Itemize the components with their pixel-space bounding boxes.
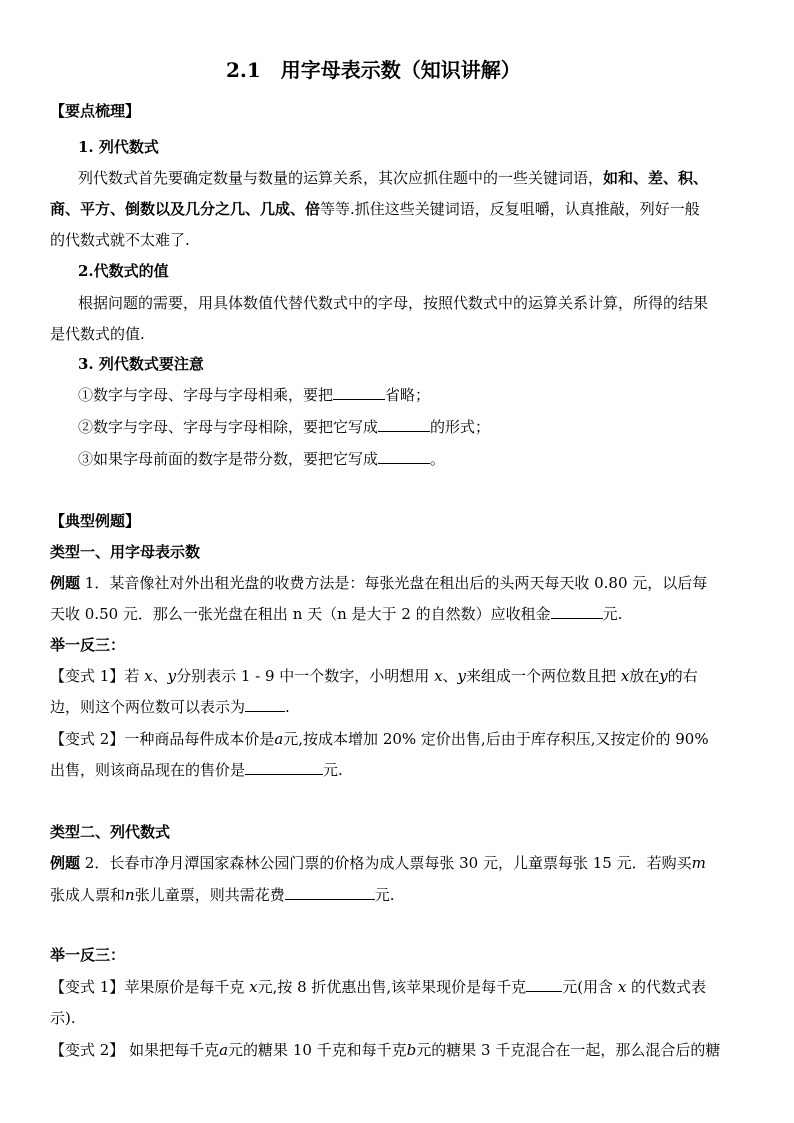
variant-1b-line-1: 【变式 1】苹果原价是每千克 x元,按 8 折优惠出售,该苹果现价是每千克 元(用含 x 的代数式表: [50, 978, 707, 996]
section-1-line-2: 商、平方、倒数以及几分之几、几成、倍等等.抓住这些关键词语，反复咀嚼，认真推敲，列好一般: [50, 200, 700, 218]
note-1: ①数字与字母、字母与字母相乘，要把 省略；: [78, 386, 431, 404]
fill-blank[interactable]: [245, 697, 285, 712]
fill-blank[interactable]: [526, 977, 562, 992]
practice-heading-2: 举一反三：: [50, 946, 126, 964]
variant-2-line-1: 【变式 2】一种商品每件成本价是a元,按成本增加 20% 定价出售,后由于库存积压,又按定价的 90%: [50, 730, 709, 748]
examples-heading: 【典型例题】: [50, 512, 141, 530]
variant-1b-line-2: 示).: [50, 1009, 76, 1027]
section-2-line-1: 根据问题的需要，用具体数值代替代数式中的字母，按照代数式中的运算关系计算，所得的结果: [78, 294, 709, 312]
type-1-heading: 类型一、用字母表示数: [50, 543, 201, 561]
section-2-title: 2.代数式的值: [78, 262, 169, 280]
note-3: ③如果字母前面的数字是带分数，要把它写成 。: [78, 450, 446, 468]
fill-blank[interactable]: [378, 449, 430, 464]
fill-blank[interactable]: [245, 760, 323, 775]
fill-blank[interactable]: [285, 885, 375, 900]
fill-blank[interactable]: [551, 604, 603, 619]
section-3-title: 3. 列代数式要注意: [78, 355, 204, 373]
variant-2b-line-1: 【变式 2】 如果把每千克a元的糖果 10 千克和每千克b元的糖果 3 千克混合在一起，那么混合后的糖: [50, 1041, 721, 1059]
variant-1-line-1: 【变式 1】若 x、y分别表示 1 - 9 中一个数字，小明想用 x、y来组成一个两位数且把 x放在y的右: [50, 667, 698, 685]
example-1-line-2: 天收 0.50 元．那么一张光盘在租出 n 天（n 是大于 2 的自然数）应收租金 元.: [50, 605, 623, 623]
variant-2-line-2: 出售，则该商品现在的售价是 元.: [50, 761, 343, 779]
variant-1-line-2: 边，则这个两位数可以表示为 .: [50, 698, 290, 716]
example-1-line-1: 例题 1．某音像社对外出租光盘的收费方法是：每张光盘在租出后的头两天每天收 0.80 元，以后每: [50, 574, 708, 592]
fill-blank[interactable]: [333, 385, 385, 400]
example-2-line-1: 例题 2．长春市净月潭国家森林公园门票的价格为成人票每张 30 元，儿童票每张 15 元．若购买m: [50, 854, 706, 872]
page-title: 2.1 用字母表示数（知识讲解）: [226, 58, 521, 82]
section-1-title: 1. 列代数式: [78, 138, 159, 156]
section-1-line-1: 列代数式首先要确定数量与数量的运算关系，其次应抓住题中的一些关键词语，如和、差、积、: [78, 169, 709, 187]
fill-blank[interactable]: [378, 417, 430, 432]
practice-heading: 举一反三：: [50, 636, 126, 654]
key-points-heading: 【要点梳理】: [50, 102, 141, 120]
example-2-line-2: 张成人票和n张儿童票，则共需花费 元.: [50, 886, 395, 904]
section-1-line-3: 的代数式就不太难了.: [50, 231, 190, 249]
type-2-heading: 类型二、列代数式: [50, 823, 171, 841]
section-2-line-2: 是代数式的值.: [50, 325, 145, 343]
note-2: ②数字与字母、字母与字母相除，要把它写成 的形式；: [78, 418, 491, 436]
